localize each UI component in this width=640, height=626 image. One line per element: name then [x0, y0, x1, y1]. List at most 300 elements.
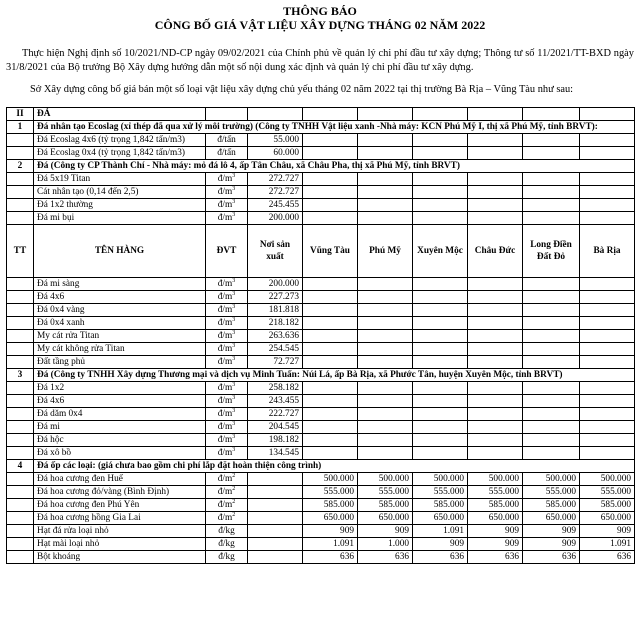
header-region: Phú Mỹ	[358, 225, 413, 278]
region-price: 500.000	[413, 473, 468, 486]
item-name: Đá hoa cương đỏ/vàng (Bình Định)	[34, 486, 206, 499]
row-number	[7, 212, 34, 225]
region-price: 650.000	[523, 512, 580, 525]
header-region: Vũng Tàu	[303, 225, 358, 278]
column-header-row	[7, 225, 635, 278]
item-name: Đá mi bụi	[34, 212, 206, 225]
intro-paragraph-2: Sở Xây dựng công bố giá bán một số loại vật liệu xây dựng chủ yếu tháng 02 năm 2022 tại thị trường Bà Rịa – Vũng Tàu như sau:	[30, 84, 574, 95]
table-row	[7, 473, 635, 486]
unit-cell: $đ/m^3$	[206, 199, 248, 212]
empty-cell	[413, 356, 468, 369]
origin-price: 263.636	[248, 330, 303, 343]
empty-cell	[523, 356, 580, 369]
row-number	[7, 421, 34, 434]
empty-cell	[303, 421, 358, 434]
unit-exponent: 3	[232, 290, 236, 297]
empty-cell	[303, 108, 358, 121]
row-number	[7, 343, 34, 356]
row-number	[7, 473, 34, 486]
row-number	[7, 512, 34, 525]
region-price: 555.000	[303, 486, 358, 499]
unit-exponent: 3	[232, 277, 236, 284]
empty-cell	[468, 330, 523, 343]
header-region: Bà Rịa	[580, 225, 635, 278]
header-region: Long Điền Đất Đỏ	[523, 225, 580, 278]
table-row	[7, 538, 635, 551]
table-row	[7, 304, 635, 317]
empty-cell	[523, 186, 580, 199]
unit-cell: $đ/m^3$	[206, 173, 248, 186]
origin-price	[248, 486, 303, 499]
region-price: 909	[303, 525, 358, 538]
empty-cell	[413, 108, 468, 121]
table-row	[7, 512, 635, 525]
unit-cell: $đ/m^2$	[206, 499, 248, 512]
region-price: 636	[523, 551, 580, 564]
section-row	[7, 160, 635, 173]
empty-cell	[468, 408, 523, 421]
empty-cell	[523, 147, 580, 160]
unit-cell: $đ/m^3$	[206, 317, 248, 330]
item-name: Đá 4x6	[34, 291, 206, 304]
unit-cell: đ/tấn	[206, 134, 248, 147]
empty-cell	[358, 212, 413, 225]
empty-cell	[413, 317, 468, 330]
row-number	[7, 317, 34, 330]
region-price: 500.000	[523, 473, 580, 486]
empty-cell	[303, 447, 358, 460]
unit-exponent: 3	[232, 446, 236, 453]
empty-cell	[358, 186, 413, 199]
empty-cell	[468, 147, 523, 160]
unit-cell: $đ/m^3$	[206, 382, 248, 395]
empty-cell	[413, 199, 468, 212]
region-price: 909	[468, 525, 523, 538]
region-price: 500.000	[358, 473, 413, 486]
unit-exponent: 3	[232, 381, 236, 388]
empty-cell	[413, 147, 468, 160]
unit-cell: $đ/m^3$	[206, 395, 248, 408]
empty-cell	[303, 395, 358, 408]
region-price: 555.000	[468, 486, 523, 499]
region-price: 636	[358, 551, 413, 564]
empty-cell	[358, 343, 413, 356]
origin-price: 272.727	[248, 173, 303, 186]
region-price: 585.000	[358, 499, 413, 512]
unit-cell: $đ/m^3$	[206, 434, 248, 447]
region-price: 636	[413, 551, 468, 564]
empty-cell	[523, 330, 580, 343]
region-price: 585.000	[523, 499, 580, 512]
unit-exponent: 3	[232, 394, 236, 401]
empty-cell	[413, 134, 468, 147]
unit-exponent: 3	[232, 172, 236, 179]
item-name: Đá hoa cương đen Phú Yên	[34, 499, 206, 512]
table-row	[7, 317, 635, 330]
empty-cell	[413, 395, 468, 408]
unit-exponent: 3	[232, 342, 236, 349]
origin-price: 200.000	[248, 212, 303, 225]
item-name: Đá Ecoslag 4x6 (tỷ trọng 1,842 tấn/m3)	[34, 134, 206, 147]
empty-cell	[523, 421, 580, 434]
unit-exponent: 3	[232, 355, 236, 362]
empty-cell	[468, 382, 523, 395]
empty-cell	[580, 134, 635, 147]
item-name: Đá hoa cương hồng Gia Lai	[34, 512, 206, 525]
empty-cell	[468, 199, 523, 212]
empty-cell	[413, 408, 468, 421]
empty-cell	[468, 304, 523, 317]
empty-cell	[303, 173, 358, 186]
empty-cell	[303, 212, 358, 225]
table-row	[7, 108, 635, 121]
empty-cell	[413, 447, 468, 460]
row-number	[7, 434, 34, 447]
row-number	[7, 330, 34, 343]
empty-cell	[468, 395, 523, 408]
origin-price: 134.545	[248, 447, 303, 460]
region-price: 585.000	[413, 499, 468, 512]
origin-price: 245.455	[248, 199, 303, 212]
item-name: Đá 0x4 vàng	[34, 304, 206, 317]
item-name: Đá mi	[34, 421, 206, 434]
empty-cell	[358, 291, 413, 304]
origin-price: 72.727	[248, 356, 303, 369]
origin-price	[248, 525, 303, 538]
empty-cell	[580, 395, 635, 408]
region-price: 650.000	[303, 512, 358, 525]
empty-cell	[523, 278, 580, 291]
region-price: 909	[358, 525, 413, 538]
table-row	[7, 551, 635, 564]
table-row	[7, 173, 635, 186]
unit-exponent: 3	[232, 407, 236, 414]
empty-cell	[358, 134, 413, 147]
item-name: Đá Ecoslag 0x4 (tỷ trọng 1,842 tấn/m3)	[34, 147, 206, 160]
empty-cell	[303, 330, 358, 343]
empty-cell	[580, 212, 635, 225]
empty-cell	[468, 317, 523, 330]
empty-cell	[413, 382, 468, 395]
section-number: 1	[7, 121, 34, 134]
region-price: 909	[413, 538, 468, 551]
section-row	[7, 460, 635, 473]
unit-cell: $đ/m^3$	[206, 212, 248, 225]
origin-price	[248, 551, 303, 564]
header-region: Xuyên Mộc	[413, 225, 468, 278]
empty-cell	[468, 447, 523, 460]
table-row	[7, 486, 635, 499]
unit-exponent: 2	[232, 498, 236, 505]
empty-cell	[580, 186, 635, 199]
item-name: Đá hộc	[34, 434, 206, 447]
region-price: 1.000	[358, 538, 413, 551]
origin-price: 60.000	[248, 147, 303, 160]
empty-cell	[580, 408, 635, 421]
item-name: Cát nhân tạo (0,14 đến 2,5)	[34, 186, 206, 199]
unit-cell: $đ/m^3$	[206, 343, 248, 356]
unit-cell: $đ/m^2$	[206, 486, 248, 499]
row-number	[7, 356, 34, 369]
unit-exponent: 3	[232, 316, 236, 323]
price-table	[6, 107, 635, 564]
unit-exponent: 3	[232, 303, 236, 310]
empty-cell	[523, 173, 580, 186]
origin-price: 222.727	[248, 408, 303, 421]
unit-exponent: 2	[232, 472, 236, 479]
empty-cell	[523, 395, 580, 408]
empty-cell	[468, 108, 523, 121]
table-row	[7, 499, 635, 512]
section-title: Đá (Công ty CP Thành Chí - Nhà máy: mỏ đá lô 4, ấp Tân Châu, xã Châu Pha, thị xã Phú Mỹ, tỉnh BRVT)	[34, 160, 635, 173]
empty-cell	[413, 291, 468, 304]
unit-exponent: 3	[232, 420, 236, 427]
item-name: Đá 0x4 xanh	[34, 317, 206, 330]
origin-price: 198.182	[248, 434, 303, 447]
empty-cell	[468, 134, 523, 147]
empty-cell	[468, 173, 523, 186]
header-tt: TT	[7, 225, 34, 278]
unit-cell: đ/kg	[206, 538, 248, 551]
empty-cell	[580, 291, 635, 304]
region-price: 650.000	[413, 512, 468, 525]
section-number: 2	[7, 160, 34, 173]
section-number: 4	[7, 460, 34, 473]
item-name: Đá 1x2	[34, 382, 206, 395]
empty-cell	[413, 173, 468, 186]
empty-cell	[413, 421, 468, 434]
empty-cell	[303, 434, 358, 447]
item-name: Đất tầng phủ	[34, 356, 206, 369]
section-title: Đá nhân tạo Ecoslag (xỉ thép đã qua xử lý môi trường) (Công ty TNHH Vật liệu xanh -Nhà máy: KCN Phú Mỹ I, thị xã Phú Mỹ, tỉnh BRVT):	[34, 121, 635, 134]
empty-cell	[303, 408, 358, 421]
region-price: 650.000	[580, 512, 635, 525]
region-price: 909	[468, 538, 523, 551]
region-price: 555.000	[580, 486, 635, 499]
region-price: 585.000	[303, 499, 358, 512]
unit-exponent: 3	[232, 433, 236, 440]
empty-cell	[580, 317, 635, 330]
origin-price: 181.818	[248, 304, 303, 317]
row-number	[7, 173, 34, 186]
empty-cell	[413, 434, 468, 447]
region-price: 650.000	[358, 512, 413, 525]
empty-cell	[303, 343, 358, 356]
empty-cell	[358, 408, 413, 421]
table-row	[7, 356, 635, 369]
region-price: 500.000	[303, 473, 358, 486]
section-row	[7, 121, 635, 134]
empty-cell	[468, 291, 523, 304]
empty-cell	[358, 173, 413, 186]
region-price: 500.000	[580, 473, 635, 486]
row-number	[7, 486, 34, 499]
empty-cell	[580, 382, 635, 395]
table-row	[7, 134, 635, 147]
region-price: 1.091	[303, 538, 358, 551]
empty-cell	[468, 421, 523, 434]
row-label: ĐÁ	[34, 108, 206, 121]
header-name: TÊN HÀNG	[34, 225, 206, 278]
empty-cell	[358, 447, 413, 460]
empty-cell	[358, 434, 413, 447]
origin-price	[248, 538, 303, 551]
empty-cell	[303, 134, 358, 147]
empty-cell	[580, 421, 635, 434]
empty-cell	[523, 434, 580, 447]
origin-price	[248, 473, 303, 486]
empty-cell	[358, 317, 413, 330]
row-number	[7, 278, 34, 291]
origin-price: 204.545	[248, 421, 303, 434]
item-name: Đá mi sàng	[34, 278, 206, 291]
row-number	[7, 525, 34, 538]
item-name: Đá 1x2 thường	[34, 199, 206, 212]
region-price: 636	[303, 551, 358, 564]
empty-cell	[580, 330, 635, 343]
empty-cell	[303, 382, 358, 395]
region-price: 585.000	[580, 499, 635, 512]
empty-cell	[523, 343, 580, 356]
table-row	[7, 330, 635, 343]
section-row	[7, 369, 635, 382]
origin-price: 272.727	[248, 186, 303, 199]
table-row	[7, 447, 635, 460]
empty-cell	[248, 108, 303, 121]
empty-cell	[303, 199, 358, 212]
row-number	[7, 551, 34, 564]
empty-cell	[580, 304, 635, 317]
empty-cell	[523, 199, 580, 212]
empty-cell	[358, 304, 413, 317]
item-name: Đá 4x6	[34, 395, 206, 408]
empty-cell	[468, 278, 523, 291]
empty-cell	[523, 108, 580, 121]
empty-cell	[303, 304, 358, 317]
empty-cell	[580, 278, 635, 291]
unit-exponent: 3	[232, 211, 236, 218]
row-number: II	[7, 108, 34, 121]
region-price: 500.000	[468, 473, 523, 486]
unit-exponent: 3	[232, 198, 236, 205]
item-name: Đá hoa cương đen Huế	[34, 473, 206, 486]
empty-cell	[580, 173, 635, 186]
unit-cell: $đ/m^3$	[206, 278, 248, 291]
unit-cell: đ/kg	[206, 551, 248, 564]
empty-cell	[358, 330, 413, 343]
empty-cell	[413, 330, 468, 343]
empty-cell	[413, 278, 468, 291]
table-row	[7, 212, 635, 225]
empty-cell	[580, 199, 635, 212]
unit-cell: $đ/m^3$	[206, 304, 248, 317]
empty-cell	[580, 108, 635, 121]
unit-cell: $đ/m^3$	[206, 330, 248, 343]
origin-price: 258.182	[248, 382, 303, 395]
table-row	[7, 291, 635, 304]
empty-cell	[303, 278, 358, 291]
row-number	[7, 186, 34, 199]
table-row	[7, 525, 635, 538]
empty-cell	[523, 447, 580, 460]
empty-cell	[580, 343, 635, 356]
empty-cell	[358, 147, 413, 160]
document-subtitle: CÔNG BỐ GIÁ VẬT LIỆU XÂY DỰNG THÁNG 02 NĂM 2022	[154, 18, 486, 32]
empty-cell	[358, 421, 413, 434]
item-name: Đá dăm 0x4	[34, 408, 206, 421]
unit-cell: $đ/m^3$	[206, 408, 248, 421]
empty-cell	[358, 395, 413, 408]
empty-cell	[303, 291, 358, 304]
row-number	[7, 382, 34, 395]
row-number	[7, 408, 34, 421]
empty-cell	[358, 278, 413, 291]
empty-cell	[413, 304, 468, 317]
row-number	[7, 395, 34, 408]
item-name: Hạt đá rửa loại nhỏ	[34, 525, 206, 538]
empty-cell	[358, 108, 413, 121]
origin-price: 227.273	[248, 291, 303, 304]
empty-cell	[523, 212, 580, 225]
section-title: Đá (Công ty TNHH Xây dựng Thương mại và dịch vụ Minh Tuấn: Núi Lá, ấp Bà Rịa, xã Phước Tân, huyện Xuyên Mộc, tỉnh BRVT)	[34, 369, 635, 382]
table-row	[7, 421, 635, 434]
region-price: 585.000	[468, 499, 523, 512]
origin-price: 55.000	[248, 134, 303, 147]
empty-cell	[358, 356, 413, 369]
unit-cell: $đ/m^3$	[206, 291, 248, 304]
unit-cell: đ/kg	[206, 525, 248, 538]
empty-cell	[468, 186, 523, 199]
empty-cell	[468, 212, 523, 225]
item-name: My cát không rửa Titan	[34, 343, 206, 356]
empty-cell	[468, 356, 523, 369]
row-number	[7, 499, 34, 512]
unit-cell: $đ/m^3$	[206, 186, 248, 199]
item-name: Đá 5x19 Titan	[34, 173, 206, 186]
item-name: Hạt mài loại nhỏ	[34, 538, 206, 551]
empty-cell	[413, 343, 468, 356]
table-row	[7, 199, 635, 212]
empty-cell	[303, 147, 358, 160]
empty-cell	[580, 147, 635, 160]
unit-exponent: 2	[232, 485, 236, 492]
section-number: 3	[7, 369, 34, 382]
empty-cell	[206, 108, 248, 121]
item-name: Bột khoáng	[34, 551, 206, 564]
empty-cell	[358, 382, 413, 395]
region-price: 636	[468, 551, 523, 564]
row-number	[7, 291, 34, 304]
empty-cell	[523, 382, 580, 395]
empty-cell	[580, 447, 635, 460]
header-region: Châu Đức	[468, 225, 523, 278]
empty-cell	[413, 212, 468, 225]
unit-cell: đ/tấn	[206, 147, 248, 160]
unit-cell: $đ/m^3$	[206, 421, 248, 434]
region-price: 555.000	[358, 486, 413, 499]
unit-cell: $đ/m^3$	[206, 356, 248, 369]
empty-cell	[468, 434, 523, 447]
region-price: 1.091	[413, 525, 468, 538]
table-row	[7, 343, 635, 356]
empty-cell	[358, 199, 413, 212]
region-price: 909	[523, 538, 580, 551]
table-row	[7, 434, 635, 447]
table-row	[7, 186, 635, 199]
origin-price: 243.455	[248, 395, 303, 408]
unit-exponent: 3	[232, 185, 236, 192]
intro-paragraph-1: Thực hiện Nghị định số 10/2021/ND-CP ngày 09/02/2021 của Chính phủ về quản lý chi phí đầu tư xây dựng; Thông tư số 11/2021/TT-BXD ngày 31/8/2021 của Bộ trưởng Bộ Xây dựng hướng dẫn một số nội dung xác định và quản lý chi phí đầu tư xây dựng.	[6, 48, 634, 73]
